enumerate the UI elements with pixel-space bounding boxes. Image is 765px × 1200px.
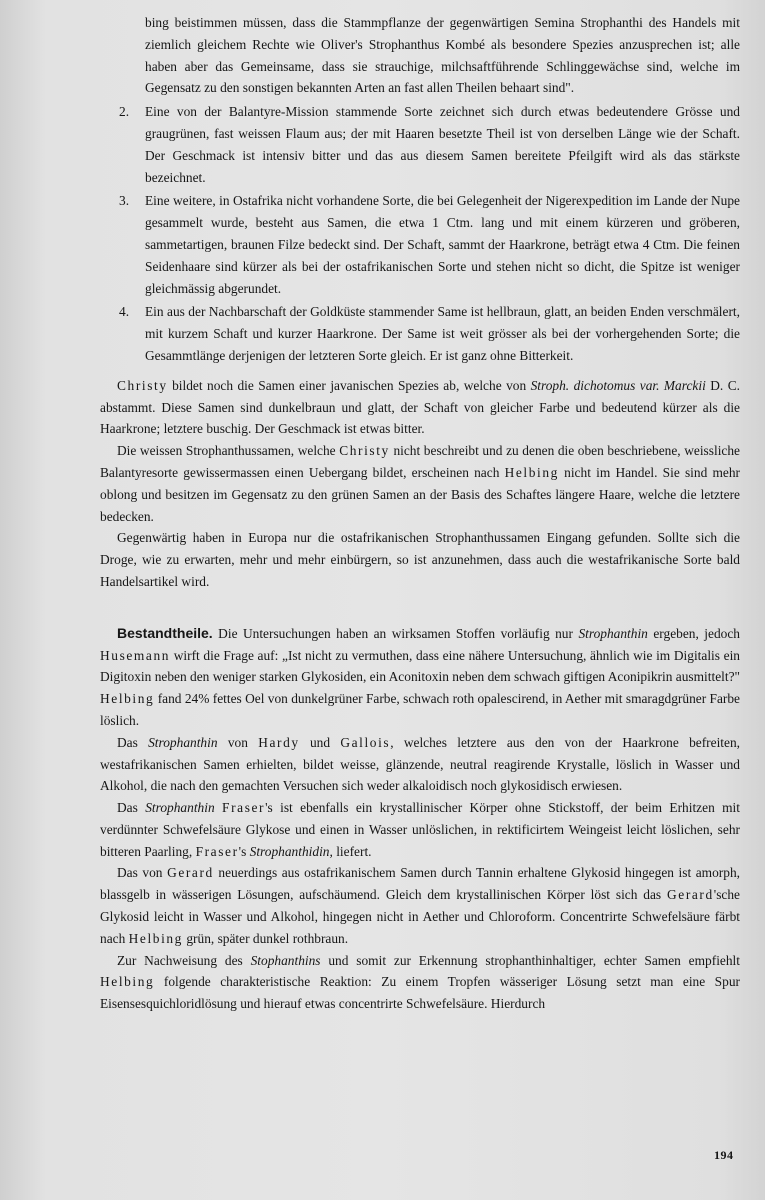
paragraph-text: Das von bbox=[117, 865, 163, 881]
paragraph-hardy-gallois bbox=[100, 732, 740, 797]
paragraph-text: folgende charakteristische Reaktion: Zu einem Tropfen wässeriger Lösung setzt man eine Spur Eisensesquichloridlösung und hierauf etwas concentrirte Schwefelsäure. Hierdurch bbox=[100, 974, 740, 1012]
paragraph-text: liefert. bbox=[336, 843, 372, 859]
section-heading: Bestandtheile. bbox=[117, 624, 213, 641]
author-name: Helbing bbox=[128, 930, 183, 946]
paragraph-text: Die Untersuchungen haben an wirksamen Stoffen vorläufig nur bbox=[218, 625, 573, 641]
author-name: Gerard bbox=[667, 887, 714, 903]
paragraph-text: neuerdings aus ostafrikanischem Samen durch Tannin erhaltene Glykosid hingegen ist amorph, blassgelb in wässerigen Lösungen, aufschäumend. Gleich dem krystallinischen Körper löst sich das bbox=[100, 865, 740, 903]
section-constituents bbox=[100, 623, 740, 732]
author-name: Christy bbox=[339, 443, 390, 459]
author-name: Gerard bbox=[167, 865, 214, 881]
list-item bbox=[100, 301, 740, 366]
list-item-text: Eine von der Balantyre-Mission stammende Sorte zeichnet sich durch etwas bedeutendere Grösse und graugrünen, fast weissen Flaum aus; der mit Haaren besetzte Theil ist von derselben Länge wie der Schaft. Der Geschmack ist intensiv bitter und das aus diesem Samen bereitete Pfeilgift wird als das stärkste bezeichnet. bbox=[145, 104, 740, 185]
list-item bbox=[100, 101, 740, 188]
paragraph-text: wirft die Frage auf: „Ist nicht zu vermuthen, dass eine nähere Untersuchung, ähnlich wie im Digitalis ein Digitoxin neben den weniger starken Glykosiden, ein Aconitoxin neben dem schwach giftigen Aconipikrin ausmittelt?" bbox=[100, 647, 740, 685]
paragraph-text: nicht im Handel. Sie sind mehr oblong und besitzen im Gegensatz zu den grünen Samen an der Basis des Schaftes längere Haare, welche die letztere bedecken. bbox=[100, 464, 740, 524]
paragraph-text: D. C. abstammt. Diese Samen sind dunkelbraun und glatt, der Schaft von gleicher Farbe und bedeutend kürzer als die Haarkrone; letztere buschig. Der Geschmack ist etwas bitter. bbox=[100, 377, 740, 437]
paragraph-text: Die weissen Strophanthussamen, welche bbox=[117, 443, 336, 459]
paragraph-text: und somit zur Erkennung strophanthinhaltiger, echter Samen empfiehlt bbox=[328, 952, 740, 968]
list-item-number: 4. bbox=[119, 304, 130, 320]
paragraph-white-seeds bbox=[100, 440, 740, 527]
continuation-paragraph: bing beistimmen müssen, dass die Stammpflanze der gegenwärtigen Semina Strophanthi des Handels mit ziemlich gleichem Rechte wie Oliver's Strophanthus Kombé als besondere Spezies anzusprechen ist; alle haben aber das Gemeinsame, dass sie strauchige, milchsaftführende Schlinggewächse sind, welche im Gegensatz zu den sonstigen bekannten Arten an fast allen Theilen behaart sind". bbox=[145, 15, 740, 96]
paragraph-text: und bbox=[309, 734, 331, 750]
list-item bbox=[100, 190, 740, 299]
author-name: Hardy bbox=[258, 734, 300, 750]
author-name: Helbing bbox=[100, 691, 155, 707]
compound-name: Strophanthin bbox=[578, 625, 648, 641]
compound-name: Strophanthidin, bbox=[249, 843, 333, 859]
page-body bbox=[100, 12, 740, 1015]
paragraph-europe: Gegenwärtig haben in Europa nur die ostafrikanischen Strophanthussamen Eingang gefunden. Sollte sich die Droge, wie zu erwarten, mehr und mehr einbürgern, so ist anzunehmen, dass auch die westafrikanische Sorte bald Handelsartikel wird. bbox=[100, 530, 740, 589]
paragraph-christy bbox=[100, 375, 740, 440]
author-name: Helbing bbox=[504, 464, 559, 480]
author-name: Christy bbox=[117, 377, 168, 393]
paragraph-gerard bbox=[100, 862, 740, 949]
paragraph-text: Zur Nachweisung des bbox=[117, 952, 243, 968]
list-item-text: Ein aus der Nachbarschaft der Goldküste stammender Same ist hellbraun, glatt, an beiden Enden verschmälert, mit kurzem Schaft und kurzer Haarkrone. Der Same ist weit grösser als bei der vorhergehenden Sorte; die Gesammtlänge derjenigen der letzteren Sorte gleich. Er ist ganz ohne Bitterkeit. bbox=[145, 304, 740, 363]
paragraph-detection bbox=[100, 950, 740, 1015]
paragraph-text: 's ist ebenfalls ein krystallinischer Körper ohne Stickstoff, der beim Erhitzen mit verdünnter Schwefelsäure Glykose und einen in Wasser unlöslichen, in rektificirtem Weingeist leicht löslichen, sehr bitteren Paarling, bbox=[100, 800, 741, 859]
author-name: Husemann bbox=[100, 647, 171, 663]
paragraph-text: Das bbox=[117, 800, 138, 816]
list-item-text: Eine weitere, in Ostafrika nicht vorhandene Sorte, die bei Gelegenheit der Nigerexpedition im Lande der Nupe gesammelt wurde, besteht aus Samen, die etwa 1 Ctm. lang und mit einem kürzeren und gröberen, sammetartigen, braunen Filze bedeckt sind. Der Schaft, sammt der Haarkrone, beträgt etwa 4 Ctm. Die feinen Seidenhaare sind kürzer als bei der ostafrikanischen Sorte und stehen nicht so dicht, die Spitze ist weniger gleichmässig abgerundet. bbox=[145, 193, 740, 296]
list-item-number: 2. bbox=[119, 104, 130, 120]
author-name: Gallois bbox=[340, 734, 391, 750]
paragraph-text: fand 24% fettes Oel von dunkelgrüner Farbe, schwach roth opalescirend, in Aether mit smaragdgrüner Farbe löslich. bbox=[100, 691, 741, 728]
compound-name: Strophanthin bbox=[148, 734, 218, 750]
list-item-number: 3. bbox=[119, 193, 130, 209]
paragraph-text: grün, später dunkel rothbraun. bbox=[186, 930, 349, 946]
paragraph-text: bildet noch die Samen einer javanischen Spezies ab, welche von bbox=[172, 377, 527, 393]
paragraph-text: 's bbox=[238, 843, 247, 859]
compound-name: Stophanthins bbox=[250, 952, 321, 968]
page-number: 194 bbox=[714, 1148, 734, 1162]
paragraph-fraser bbox=[100, 797, 740, 862]
author-name: Helbing bbox=[100, 974, 155, 990]
author-name: Fraser bbox=[222, 800, 266, 816]
paragraph-text: , welches letztere aus den von der Haarkrone befreiten, westafrikanischen Samen erhielten, bildet weisse, glänzende, neutral reagirende Krystalle, löslich in Wasser und Alkohol, die nach den gemachten Versuchen sich weder alkaloidisch noch glykosidisch erwiesen. bbox=[100, 734, 741, 794]
paragraph-text: von bbox=[227, 734, 248, 750]
paragraph-text: ergeben, jedoch bbox=[653, 625, 740, 641]
compound-name: Strophanthin bbox=[145, 800, 215, 816]
paragraph-text: nicht beschreibt und zu denen die oben beschriebene, weissliche Balantyresorte gewissermassen einen Uebergang bildet, erscheinen nach bbox=[100, 443, 741, 480]
species-name: Stroph. dichotomus var. Marckii bbox=[530, 377, 706, 393]
author-name: Fraser bbox=[195, 843, 239, 859]
paragraph-text: Das bbox=[117, 734, 138, 750]
paragraph-text: 'sche Glykosid leicht in Wasser und Alkohol, hingegen nicht in Aether und Chloroform. Concentrirte Schwefelsäure färbt nach bbox=[100, 887, 740, 946]
